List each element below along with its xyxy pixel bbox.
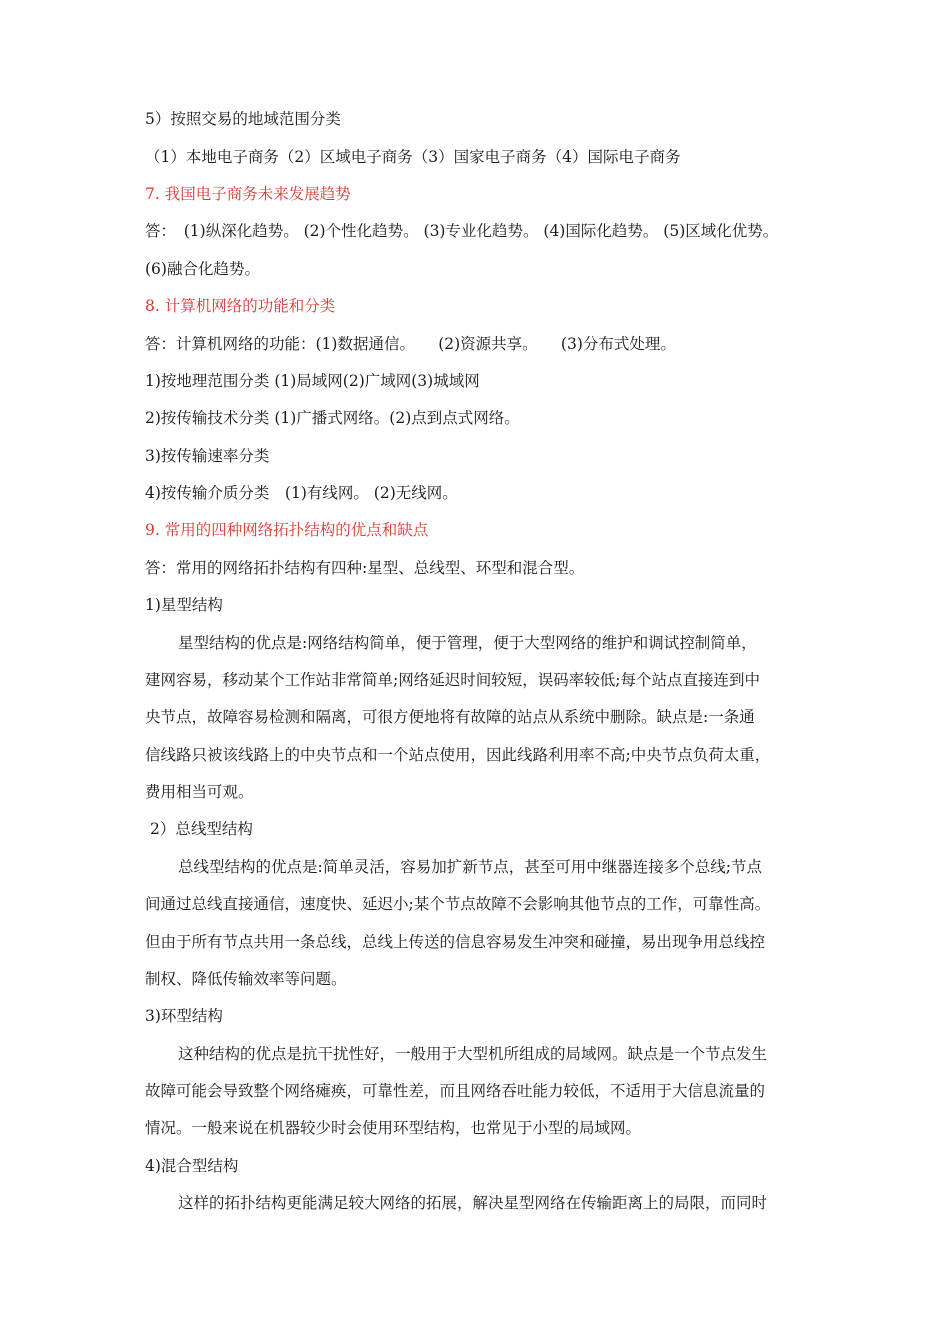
text-line: 3)按传输速率分类 bbox=[145, 447, 270, 465]
paragraph-line: 信线路只被该线路上的中央节点和一个站点使用，因此线路利用率不高;中央节点负荷太重， bbox=[145, 746, 771, 764]
text-line: 答：计算机网络的功能：(1)数据通信。 (2)资源共享。 (3)分布式处理。 bbox=[145, 335, 676, 353]
text-line: 答：常用的网络拓扑结构有四种:星型、总线型、环型和混合型。 bbox=[145, 559, 585, 577]
text-line: （1）本地电子商务（2）区域电子商务（3）国家电子商务（4）国际电子商务 bbox=[145, 148, 681, 166]
paragraph-line: 央节点，故障容易检测和隔离，可很方便地将有故障的站点从系统中删除。缺点是:一条通 bbox=[145, 708, 755, 726]
subheading-bus: 2）总线型结构 bbox=[150, 820, 253, 838]
paragraph-line: 间通过总线直接通信，速度快、延迟小;某个节点故障不会影响其他节点的工作，可靠性高。 bbox=[145, 895, 771, 913]
text-line: 2)按传输技术分类 (1)广播式网络。(2)点到点式网络。 bbox=[145, 409, 520, 427]
paragraph-line: 但由于所有节点共用一条总线，总线上传送的信息容易发生冲突和碰撞，易出现争用总线控 bbox=[145, 933, 766, 951]
text-line: 4)按传输介质分类 (1)有线网。 (2)无线网。 bbox=[145, 484, 458, 502]
text-line: 5）按照交易的地域范围分类 bbox=[145, 110, 341, 128]
paragraph-line: 制权、降低传输效率等问题。 bbox=[145, 970, 347, 988]
section-heading-9: 9. 常用的四种网络拓扑结构的优点和缺点 bbox=[145, 521, 429, 539]
paragraph-line: 星型结构的优点是:网络结构简单，便于管理，便于大型网络的维护和调试控制简单， bbox=[178, 634, 757, 652]
subheading-hybrid: 4)混合型结构 bbox=[145, 1157, 239, 1175]
text-line: 答： (1)纵深化趋势。 (2)个性化趋势。 (3)专业化趋势。 (4)国际化趋势。 (5)区域化优势。 bbox=[145, 222, 779, 240]
paragraph-line: 总线型结构的优点是:简单灵活，容易加扩新节点，甚至可用中继器连接多个总线;节点 bbox=[178, 858, 762, 876]
subheading-star: 1)星型结构 bbox=[145, 596, 223, 614]
section-heading-8: 8. 计算机网络的功能和分类 bbox=[145, 297, 336, 315]
paragraph-line: 建网容易，移动某个工作站非常简单;网络延迟时间较短，误码率较低;每个站点直接连到中 bbox=[145, 671, 760, 689]
paragraph-line: 情况。一般来说在机器较少时会使用环型结构，也常见于小型的局域网。 bbox=[145, 1119, 642, 1137]
text-line: (6)融合化趋势。 bbox=[145, 260, 260, 278]
paragraph-line: 费用相当可观。 bbox=[145, 783, 254, 801]
subheading-ring: 3)环型结构 bbox=[145, 1007, 223, 1025]
text-line: 1)按地理范围分类 (1)局域网(2)广域网(3)城域网 bbox=[145, 372, 480, 390]
paragraph-line: 这种结构的优点是抗干扰性好，一般用于大型机所组成的局域网。缺点是一个节点发生 bbox=[178, 1045, 768, 1063]
paragraph-line: 故障可能会导致整个网络瘫痪，可靠性差，而且网络吞吐能力较低，不适用于大信息流量的 bbox=[145, 1082, 766, 1100]
paragraph-line: 这样的拓扑结构更能满足较大网络的拓展，解决星型网络在传输距离上的局限，而同时 bbox=[178, 1194, 768, 1212]
section-heading-7: 7. 我国电子商务未来发展趋势 bbox=[145, 185, 351, 203]
